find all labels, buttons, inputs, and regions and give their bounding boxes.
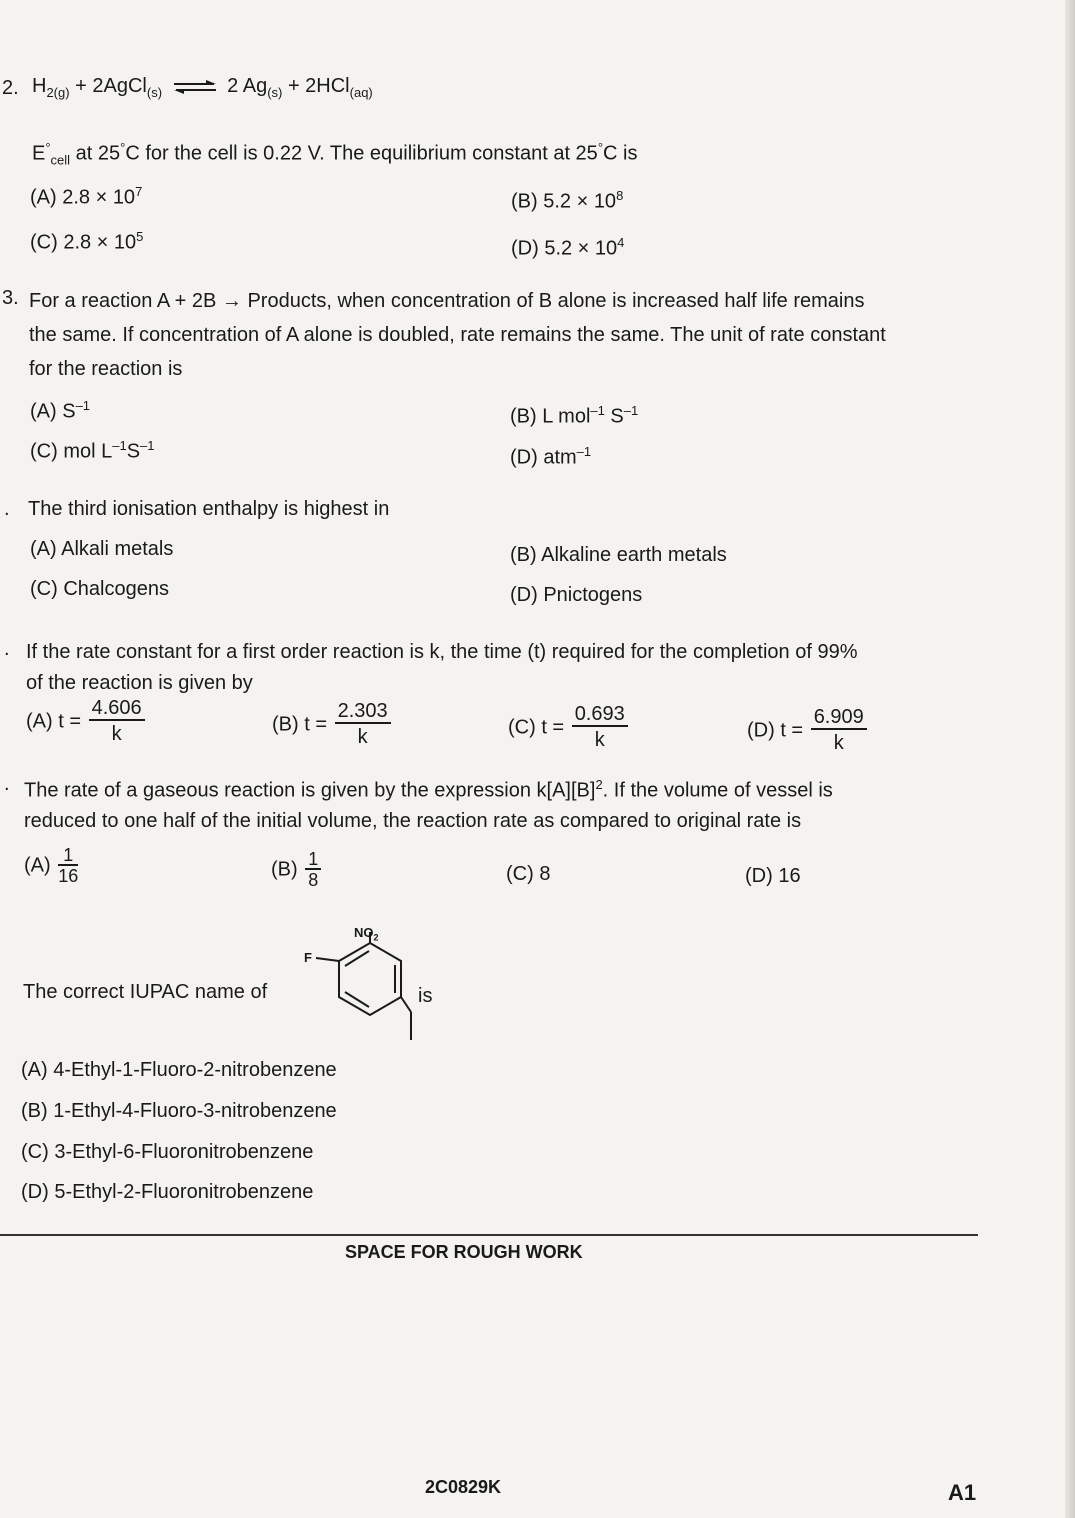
option-d: (D) Pnictogens bbox=[510, 584, 643, 606]
benzene-structure-icon bbox=[300, 930, 433, 1050]
fraction: $\frac{4.606}{k}$ bbox=[89, 697, 145, 747]
option-d: (D) $5.2 \times 10^4$ bbox=[511, 235, 625, 260]
option-a: (A) $S^{-1}$ bbox=[30, 398, 91, 423]
option-b: (B) $\frac{1}{8}$ bbox=[271, 850, 321, 890]
option-a: (A) 4-Ethyl-1-Fluoro-2-nitrobenzene bbox=[21, 1059, 337, 1081]
option-d: (D) 16 bbox=[745, 865, 801, 887]
question-stem-line: The rate of a gaseous reaction is given by the expression $k[A][B]^2$. If the volume of vessel is bbox=[24, 777, 833, 802]
fraction: $\frac{1}{8}$ bbox=[305, 850, 321, 890]
divider bbox=[0, 1234, 978, 1236]
structure-label-f: F bbox=[304, 950, 312, 965]
page-label: A1 bbox=[948, 1480, 977, 1505]
option-c: (C) mol $L^{-1}S^{-1}$ bbox=[30, 438, 155, 463]
paper-code: 2C0829K bbox=[425, 1477, 502, 1497]
question-stem-line: If the rate constant for a first order reaction is k, the time (t) required for the completion of 99% bbox=[26, 641, 858, 663]
equilibrium-arrow-icon bbox=[172, 79, 218, 95]
question-stem-line: of the reaction is given by bbox=[26, 672, 253, 694]
question-number: . bbox=[4, 498, 10, 520]
option-d: (D) 5-Ethyl-2-Fluoronitrobenzene bbox=[21, 1181, 314, 1203]
option-c: (C) t = $\frac{0.693}{k}$ bbox=[508, 703, 628, 753]
fraction: $\frac{2.303}{k}$ bbox=[335, 700, 391, 750]
option-c: (C) 3-Ethyl-6-Fluoronitrobenzene bbox=[21, 1141, 314, 1163]
question-stem-line: for the reaction is bbox=[29, 358, 183, 380]
option-d: (D) atm$^{-1}$ bbox=[510, 444, 592, 469]
question-stem: The correct IUPAC name of bbox=[23, 981, 268, 1003]
fraction: $\frac{6.909}{k}$ bbox=[811, 706, 867, 756]
fraction: $\frac{1}{16}$ bbox=[58, 845, 79, 886]
question-stem-line: the same. If concentration of A alone is doubled, rate remains the same. The unit of rate constant bbox=[29, 324, 886, 346]
option-d: (D) t = $\frac{6.909}{k}$ bbox=[747, 706, 867, 756]
question-number: 3. bbox=[2, 287, 19, 309]
option-c: (C) $2.8 \times 10^5$ bbox=[30, 229, 144, 254]
option-b: (B) 1-Ethyl-4-Fluoro-3-nitrobenzene bbox=[21, 1100, 337, 1122]
option-c: (C) 8 bbox=[506, 863, 551, 885]
fraction: $\frac{0.693}{k}$ bbox=[572, 703, 628, 753]
structure-label-no2: $NO_2$ bbox=[354, 925, 379, 943]
option-a: (A) $2.8 \times 10^7$ bbox=[30, 184, 143, 209]
reaction-equation: $H_{2(g)}$ + 2AgCl$_{(s)}$ 2 $Ag_{(s)} + 2HCl_{(aq)}$ bbox=[32, 75, 373, 100]
option-a: (A) Alkali metals bbox=[30, 538, 174, 560]
option-b: (B) Alkaline earth metals bbox=[510, 544, 727, 566]
rough-work-heading: SPACE FOR ROUGH WORK bbox=[345, 1242, 583, 1262]
question-number: 2. bbox=[2, 77, 19, 99]
option-c: (C) Chalcogens bbox=[30, 578, 169, 600]
question-number: . bbox=[4, 638, 10, 660]
question-stem-end: is bbox=[418, 985, 433, 1007]
question-stem: The third ionisation enthalpy is highest in bbox=[28, 498, 390, 520]
question-stem-line: reduced to one half of the initial volume, the reaction rate as compared to original rate is bbox=[24, 810, 802, 832]
option-b: (B) L mol$^{-1}$ $S^{-1}$ bbox=[510, 403, 639, 428]
question-stem-line: For a reaction A + 2B → Products, when concentration of B alone is increased half life remains bbox=[29, 290, 865, 312]
option-b: (B) $5.2 \times 10^8$ bbox=[511, 188, 624, 213]
page-edge-shadow bbox=[1065, 0, 1075, 1518]
option-b: (B) t = $\frac{2.303}{k}$ bbox=[272, 700, 391, 750]
question-number: . bbox=[4, 773, 10, 795]
option-a: (A) t = $\frac{4.606}{k}$ bbox=[26, 697, 145, 747]
option-a: (A) $\frac{1}{16}$ bbox=[24, 845, 79, 886]
question-stem: $E^\circ_{cell}$ at 25°C for the cell is 0.22 V. The equilibrium constant at 25°C is bbox=[32, 140, 638, 168]
